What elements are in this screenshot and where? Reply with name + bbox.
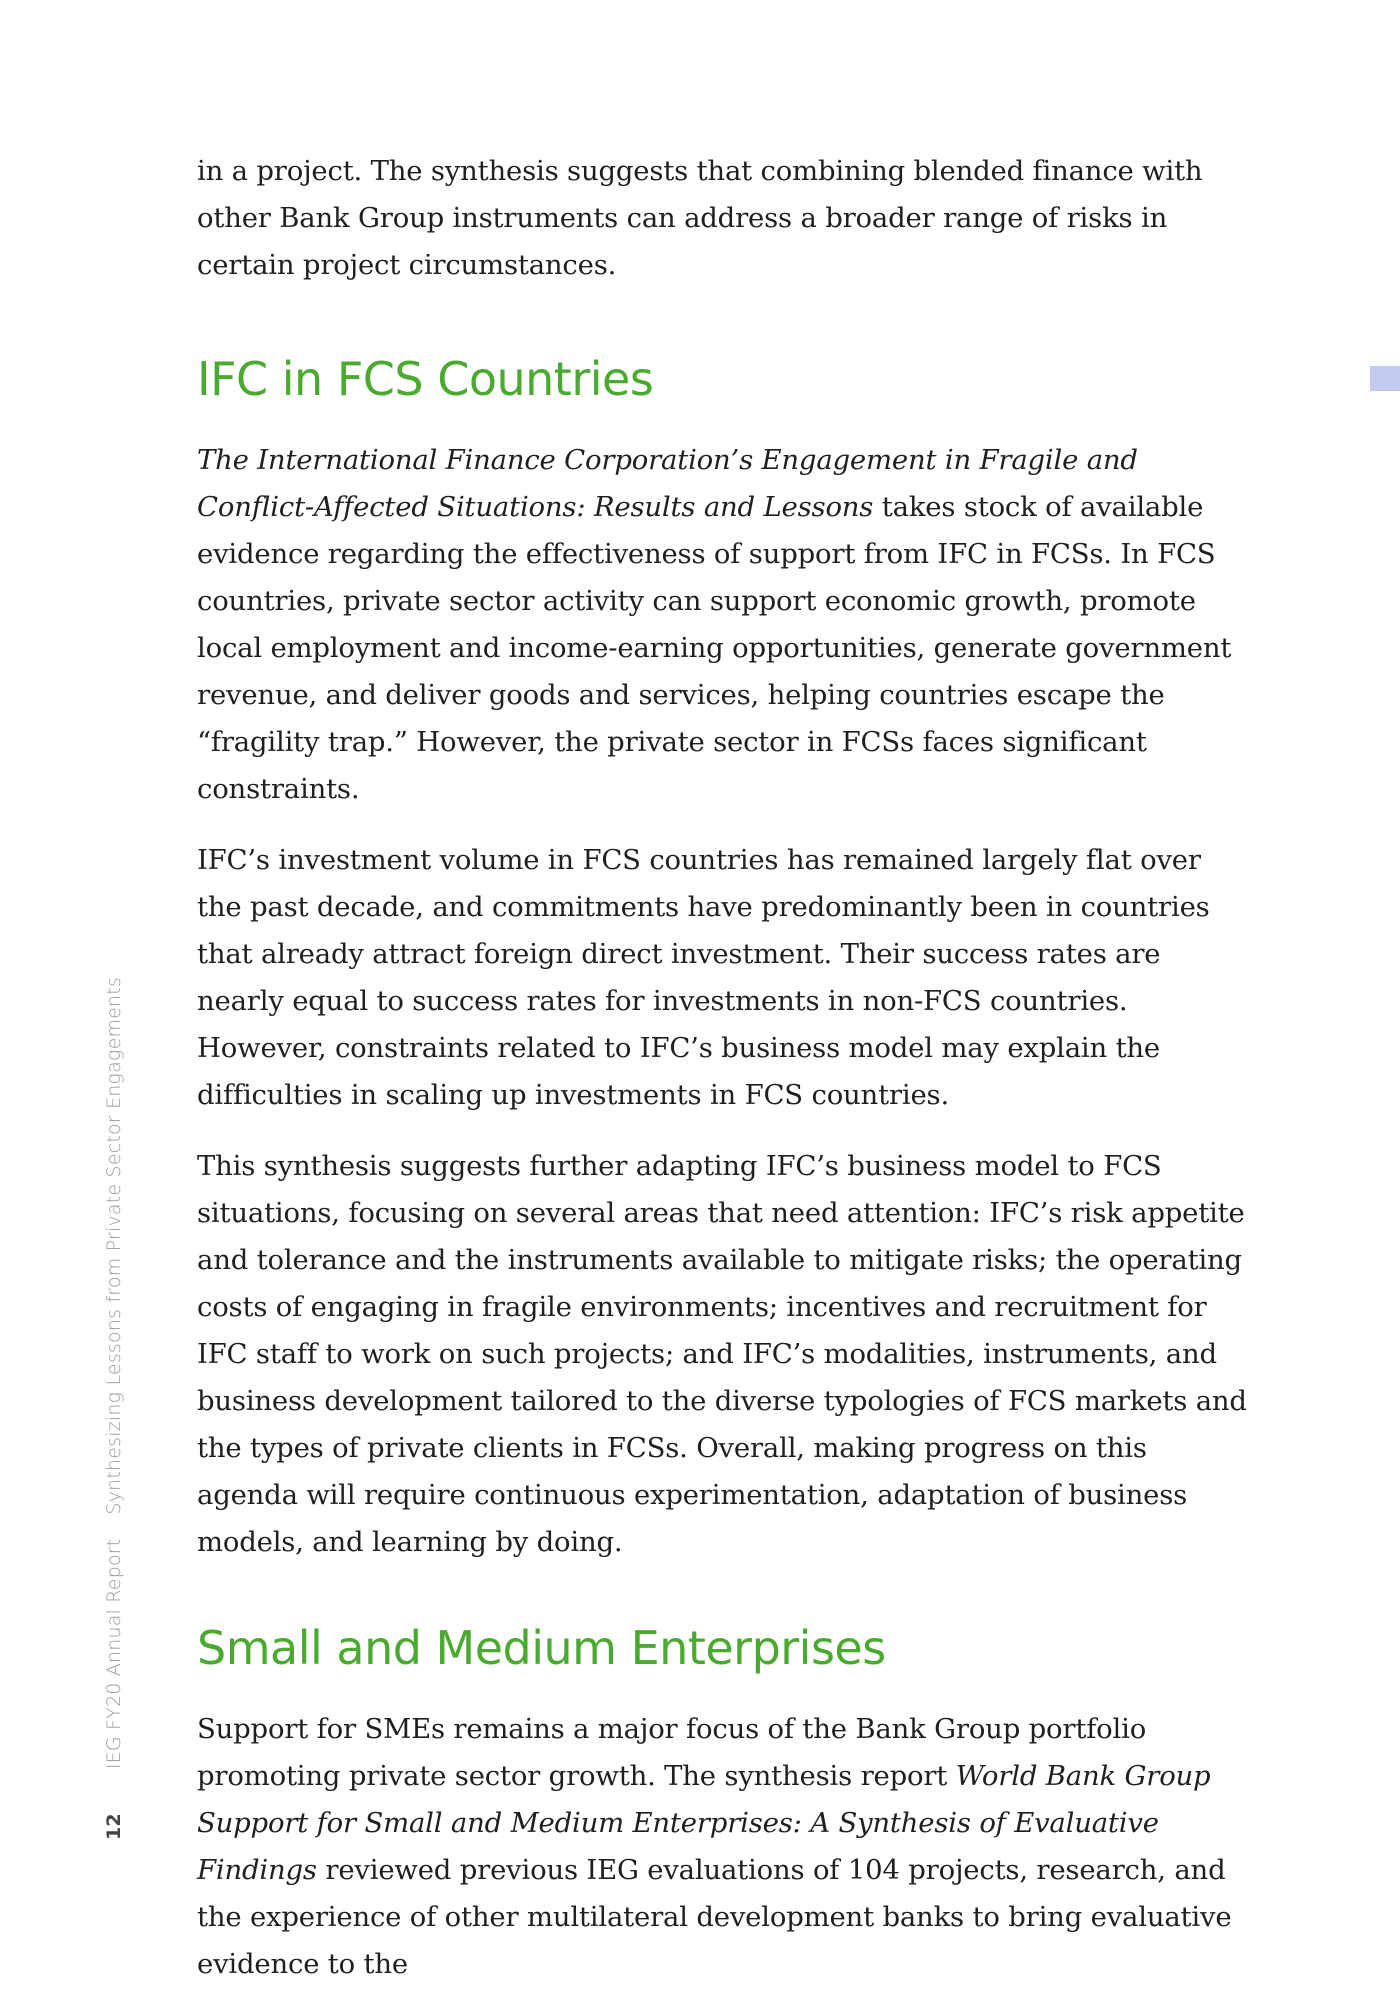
fcs-paragraph-1 — [197, 437, 1247, 813]
sme-paragraph-1-end: reviewed previous IEG evaluations of 104 projects, research, and the experience of other multilateral development banks to bring evaluative evidence to the — [197, 1854, 1232, 1980]
sme-paragraph-1 — [197, 1706, 1247, 1988]
running-head — [103, 977, 125, 1840]
section-heading-fcs: IFC in FCS Countries — [197, 352, 654, 406]
sme-paragraph-1-start: Support for SMEs remains a major focus of the Bank Group portfolio promoting private sector growth. The synthesis report — [197, 1713, 1147, 1792]
section-heading-sme: Small and Medium Enterprises — [197, 1621, 886, 1675]
intro-paragraph: in a project. The synthesis suggests that combining blended finance with other Bank Group instruments can address a broader range of risks in certain project circumstances. — [197, 155, 1203, 281]
fcs-paragraph-2: IFC’s investment volume in FCS countries has remained largely flat over the past decade, and commitments have predominantly been in countries that already attract foreign direct investment. Their success rates are nearly equal to success rates for investments in non-FCS countries. However, constraints related to IFC’s business model may explain the difficulties in scaling up investments in FCS countries. — [197, 844, 1210, 1111]
fcs-paragraph-3: This synthesis suggests further adapting IFC’s business model to FCS situations, focusing on several areas that need attention: IFC’s risk appetite and tolerance and the instruments available to mitigate risks; the operating costs of engaging in fragile environments; incentives and recruitment for IFC staff to work on such projects; and IFC’s modalities, instruments, and business development tailored to the diverse typologies of FCS markets and the types of private clients in FCSs. Overall, making progress on this agenda will require continuous experimentation, adaptation of business models, and learning by doing. — [197, 1150, 1247, 1558]
chapter-tab-marker — [1370, 366, 1400, 391]
report-title-fcs: The International Finance Corporation’s Engagement in Fragile and Conflict-Affected Situations: Results and Lessons — [197, 444, 1138, 523]
page-number: 12 — [103, 1813, 125, 1840]
page-content — [197, 148, 1247, 2012]
chapter-title: Synthesizing Lessons from Private Sector Engagements — [103, 976, 125, 1515]
fcs-paragraph-1-text: takes stock of available evidence regarding the effectiveness of support from IFC in FCSs. In FCS countries, private sector activity can support economic growth, promote local employment and income-earning opportunities, generate government revenue, and deliver goods and services, helping countries escape the “fragility trap.” However, the private sector in FCSs faces significant constraints. — [197, 491, 1232, 805]
report-title: IEG FY20 Annual Report — [103, 1538, 125, 1770]
report-title-sme: World Bank Group Support for Small and Medium Enterprises: A Synthesis of Evaluative Findings — [197, 1760, 1211, 1886]
